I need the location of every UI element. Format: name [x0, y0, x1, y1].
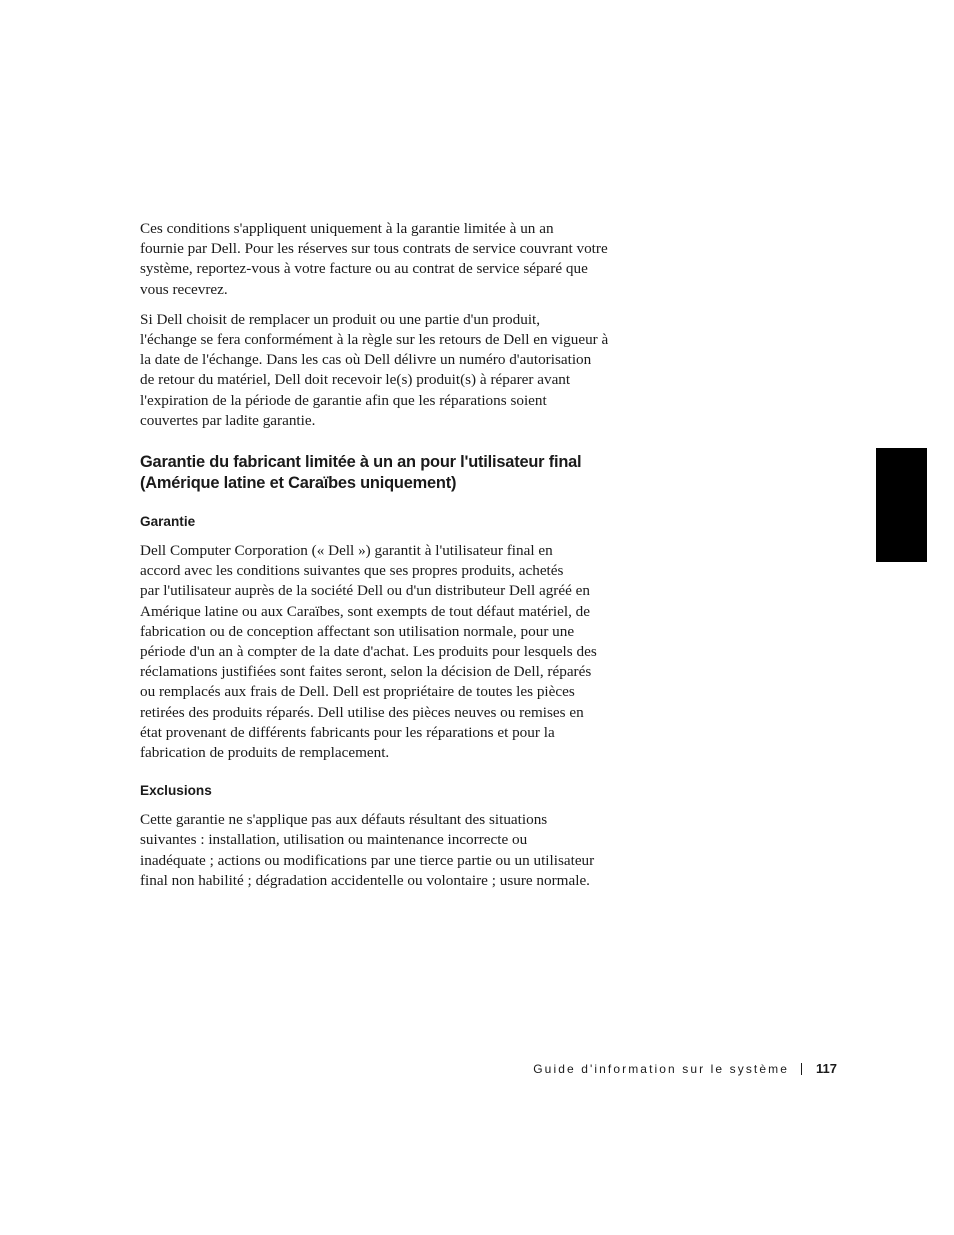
footer-title: Guide d'information sur le système: [533, 1061, 790, 1076]
exclusions-paragraph: Cette garantie ne s'applique pas aux défauts résultant des situations suivantes : installation, utilisation ou maintenance incorrecte ou inadéquate ; actions ou modifications par une tierce partie ou un utilisateur final non habilité ; dégradation accidentelle ou volontaire ; usure normale.: [140, 811, 595, 889]
chapter-tab-marker: [876, 448, 927, 562]
garantie-paragraph: Dell Computer Corporation (« Dell ») garantit à l'utilisateur final en accord avec les conditions suivantes que ses propres produits, achetés par l'utilisateur auprès de la société Dell ou d'un distributeur Dell agréé en Amérique latine ou aux Caraïbes, sont exempts de tout défaut matériel, de fabrication ou de conception affectant son utilisation normale, pour une période d'un an à compter de la date d'achat. Les produits pour lesquels des réclamations justifiées sont faites seront, selon la décision de Dell, réparés ou remplacés aux frais de Dell. Dell est propriétaire de toutes les pièces retirées des produits réparés. Dell utilise des pièces neuves ou remises en état provenant de différents fabricants pour les réparations et pour la fabrication de produits de remplacement.: [140, 542, 597, 762]
footer-separator: [801, 1063, 802, 1075]
section-heading: Garantie du fabricant limitée à un an pour l'utilisateur final (Amérique latine et Caraïbes uniquement): [140, 453, 582, 492]
exclusions-heading: Exclusions: [140, 783, 212, 799]
page-number: 117: [816, 1061, 837, 1076]
page-content: [140, 219, 630, 891]
page-footer: [533, 1061, 837, 1076]
replacement-paragraph: Si Dell choisit de remplacer un produit ou une partie d'un produit, l'échange se fera conformément à la règle sur les retours de Dell en vigueur à la date de l'échange. Dans les cas où Dell délivre un numéro d'autorisation de retour du matériel, Dell doit recevoir le(s) produit(s) à réparer avant l'expiration de la période de garantie afin que les réparations soient couvertes par ladite garantie.: [140, 310, 609, 429]
intro-paragraph: Ces conditions s'appliquent uniquement à la garantie limitée à un an fournie par Dell. Pour les réserves sur tous contrats de service couvrant votre système, reportez-vous à votre facture ou au contrat de service séparé que vous recevrez.: [140, 220, 608, 298]
garantie-heading: Garantie: [140, 514, 196, 530]
